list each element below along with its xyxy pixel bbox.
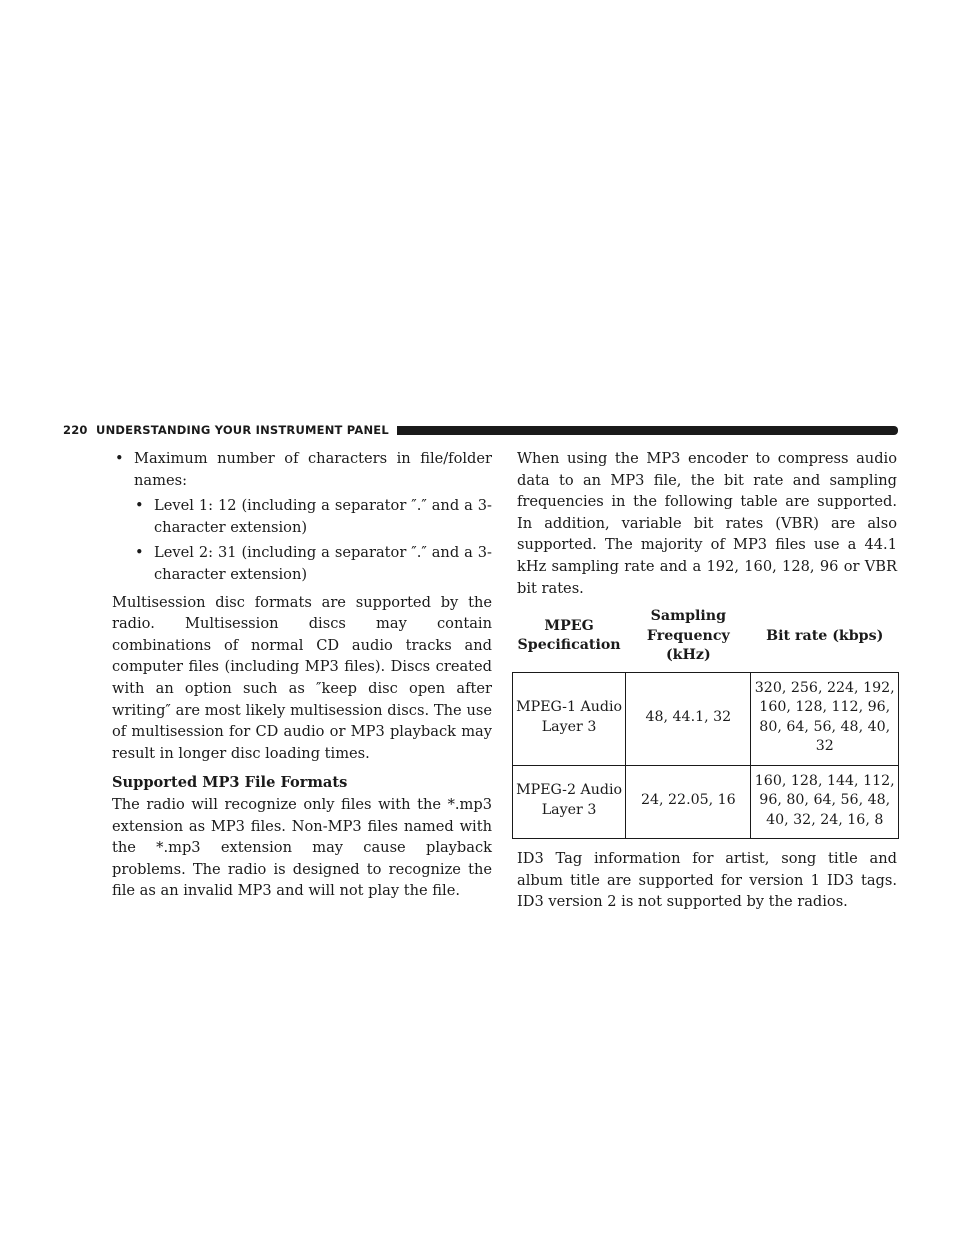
header-sampling-frequency: Sampling Frequency (kHz) [646,608,730,664]
table-header-row [513,605,899,672]
formats-heading: Supported MP3 File Formats [112,774,348,792]
sub-bullet-level-1: • Level 1: 12 (including a separator ″.″ and a 3-character extension) [132,495,492,538]
right-column [517,448,897,913]
page-header-text [63,423,397,437]
sub-bullet-level-2: • Level 2: 31 (including a separator ″.″ and a 3-character extension) [132,542,492,585]
page-header [63,421,898,439]
table-cell: 24, 22.05, 16 [626,765,751,839]
header-rule [397,426,898,435]
table-row [513,672,899,765]
table-cell: 160, 128, 144, 112, 96, 80, 64, 56, 48, 40, 32, 24, 16, 8 [751,765,899,839]
header-bit-rate: Bit rate (kbps) [766,627,884,644]
bullet-max-characters: • Maximum number of characters in file/folder names: [112,448,492,491]
multisession-paragraph: Multisession disc formats are supported by the radio. Multisession discs may contain combinations of normal CD audio tracks and computer files (including MP3 files). Discs created with an option such as ″keep disc open after writing″ are most likely multisession discs. The use of multisession for CD audio or MP3 playback may result in longer disc loading times. [112,593,492,762]
page-number: 220 [63,423,88,437]
encoder-paragraph: When using the MP3 encoder to compress audio data to an MP3 file, the bit rate and sampling frequencies in the following table are supported. In addition, variable bit rates (VBR) are also supported. The majority of MP3 files use a 44.1 kHz sampling rate and a 192, 160, 128, 96 or VBR bit rates. [517,450,897,597]
table-cell: 320, 256, 224, 192, 160, 128, 112, 96, 80, 64, 56, 48, 40, 32 [751,672,899,765]
left-column [112,448,492,902]
table-cell: 48, 44.1, 32 [626,672,751,765]
mp3-format-table [512,605,899,839]
header-mpeg-spec: MPEG Specification [517,617,621,654]
id3-paragraph: ID3 Tag information for artist, song title and album title are supported for version 1 ID3 tags. ID3 version 2 is not supported by the radios. [517,850,897,911]
table-cell: MPEG-2 Audio Layer 3 [513,765,626,839]
formats-paragraph: The radio will recognize only files with the *.mp3 extension as MP3 files. Non-MP3 files named with the *.mp3 extension may cause playback problems. The radio is designed to recognize the file as an invalid MP3 and will not play the file. [112,795,492,900]
section-title: UNDERSTANDING YOUR INSTRUMENT PANEL [96,423,389,437]
table-cell: MPEG-1 Audio Layer 3 [513,672,626,765]
table-row [513,765,899,839]
